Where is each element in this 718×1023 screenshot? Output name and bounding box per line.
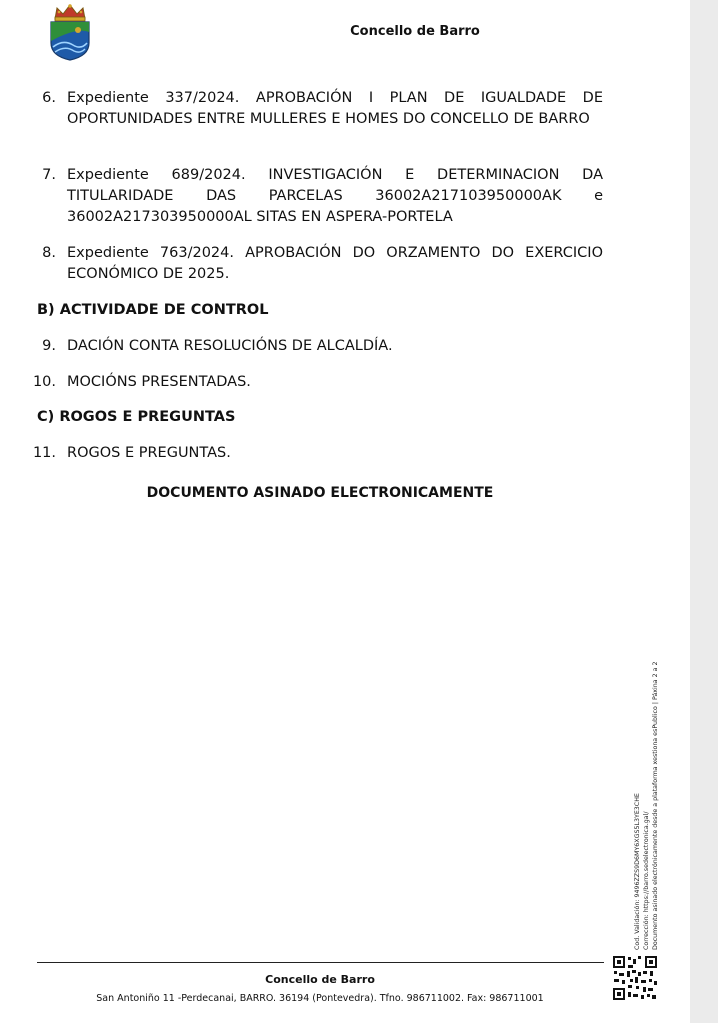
item-text: ROGOS E PREGUNTAS. [67, 445, 231, 461]
item-text: Expediente 763/2024. APROBACIÓN DO ORZAMENTO DO EXERCICIO ECONÓMICO DE 2025. [67, 245, 603, 282]
item-number: 11. [32, 445, 56, 461]
agenda-item-7 [30, 165, 605, 228]
validation-stamp [627, 645, 665, 950]
agenda-item-9 [30, 336, 605, 357]
footer-divider [37, 962, 604, 963]
agenda-item-8 [30, 243, 605, 285]
viewer-background-strip [690, 0, 718, 1023]
item-text: Expediente 337/2024. APROBACIÓN I PLAN DE IGUALDADE DE OPORTUNIDADES ENTRE MULLERES E HOMES DO CONCELLO DE BARRO [67, 90, 603, 127]
coat-of-arms-icon [47, 3, 93, 61]
signature-notice: DOCUMENTO ASINADO ELECTRONICAMENTE [146, 485, 494, 501]
footer-address: San Antoniño 11 -Perdecanai, BARRO. 36194 (Pontevedra). Tfno. 986711002. Fax: 986711001 [96, 993, 544, 1004]
item-number: 9. [42, 338, 56, 354]
section-heading-c: C) ROGOS E PREGUNTAS [37, 409, 236, 425]
item-number: 10. [32, 374, 56, 390]
agenda-item-11 [30, 443, 605, 464]
agenda-item-6 [30, 88, 605, 151]
item-number: 6. [42, 90, 56, 106]
validation-platform: Documento asinado electrónicamente desde a plataforma xestiona esPublico | Páxina 2 a 2 [652, 661, 659, 950]
item-text: MOCIÓNS PRESENTADAS. [67, 374, 251, 390]
item-text: DACIÓN CONTA RESOLUCIÓNS DE ALCALDÍA. [67, 338, 393, 354]
item-number: 8. [42, 245, 56, 261]
header-title: Concello de Barro [350, 24, 480, 39]
section-heading-b: B) ACTIVIDADE DE CONTROL [37, 302, 269, 318]
validation-url: Corrección: https://barro.sedelectronica.gal/ [643, 811, 650, 950]
agenda-item-10 [30, 372, 605, 393]
item-text: Expediente 689/2024. INVESTIGACIÓN E DETERMINACION DA TITULARIDADE DAS PARCELAS 36002A217103950000AK e 36002A217303950000AL SITAS EN ASPERA-PORTELA [67, 167, 603, 225]
item-number: 7. [42, 167, 56, 183]
qr-code-icon [612, 955, 658, 1001]
validation-code: Cod. Validación: 9496ZZS9D6MY6XGS5L3YE3CHE [634, 793, 641, 950]
footer-title: Concello de Barro [265, 973, 375, 986]
